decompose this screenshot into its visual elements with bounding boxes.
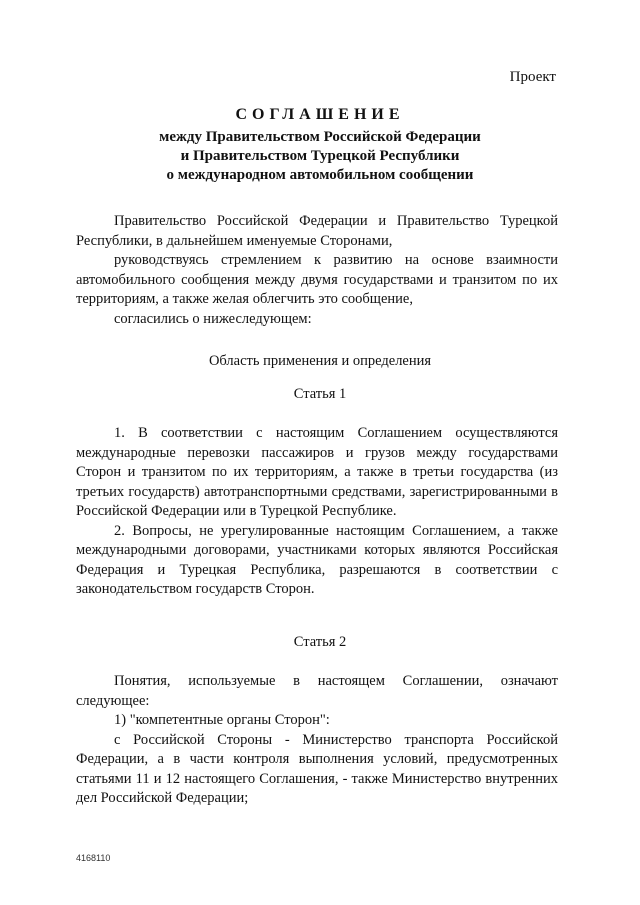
draft-label: Проект bbox=[509, 69, 556, 85]
article-1-paragraph-2: 2. Вопросы, не урегулированные настоящим Соглашением, а также международными договорами, участниками которых являются Российская Федерация и Турецкая Республика, разрешаются в соответствии с законодательством государств Сторон. bbox=[76, 522, 558, 597]
article-2-body bbox=[76, 672, 558, 809]
preamble-paragraph-1: Правительство Российской Федерации и Правительство Турецкой Республики, в дальнейшем именуемые Сторонами, bbox=[76, 213, 558, 249]
article-2-heading: Статья 2 bbox=[293, 634, 347, 650]
article-1-heading: Статья 1 bbox=[293, 386, 347, 402]
subtitle-line-3: о международном автомобильном сообщении bbox=[166, 167, 474, 183]
article-2-paragraph-2: 1) "компетентные органы Сторон": bbox=[114, 712, 330, 728]
section-heading: Область применения и определения bbox=[208, 353, 432, 369]
preamble bbox=[76, 212, 558, 329]
preamble-paragraph-3: согласились о нижеследующем: bbox=[114, 310, 312, 327]
subtitle-line-1: между Правительством Российской Федерации bbox=[159, 129, 481, 145]
article-1-paragraph-1: 1. В соответствии с настоящим Соглашением осуществляются международные перевозки пассажиров и грузов между государствами Сторон и транзитом по их территориям, а также в третьи государства (из третьих государств) автотранспортными средствами, зарегистрированными в Российской Федерации или в Турецкой Республике. bbox=[76, 425, 558, 519]
subtitle-line-2: и Правительством Турецкой Республики bbox=[180, 148, 460, 164]
article-1-body bbox=[76, 424, 558, 600]
document-title: СОГЛАШЕНИЕ bbox=[235, 106, 405, 123]
preamble-paragraph-2: руководствуясь стремлением к развитию на основе взаимности автомобильного сообщения между двумя государствами и транзитом по их территориям, а также желая облегчить это сообщение, bbox=[76, 252, 558, 307]
document-code: 4168110 bbox=[76, 853, 111, 863]
document-subtitle bbox=[0, 128, 640, 185]
article-2-paragraph-1: Понятия, используемые в настоящем Соглашении, означают следующее: bbox=[76, 673, 558, 709]
article-2-paragraph-3: с Российской Стороны - Министерство транспорта Российской Федерации, а в части контроля выполнения условий, предусмотренных статьями 11 и 12 настоящего Соглашения, - также Министерство внутренних дел Российской Федерации; bbox=[76, 731, 558, 806]
